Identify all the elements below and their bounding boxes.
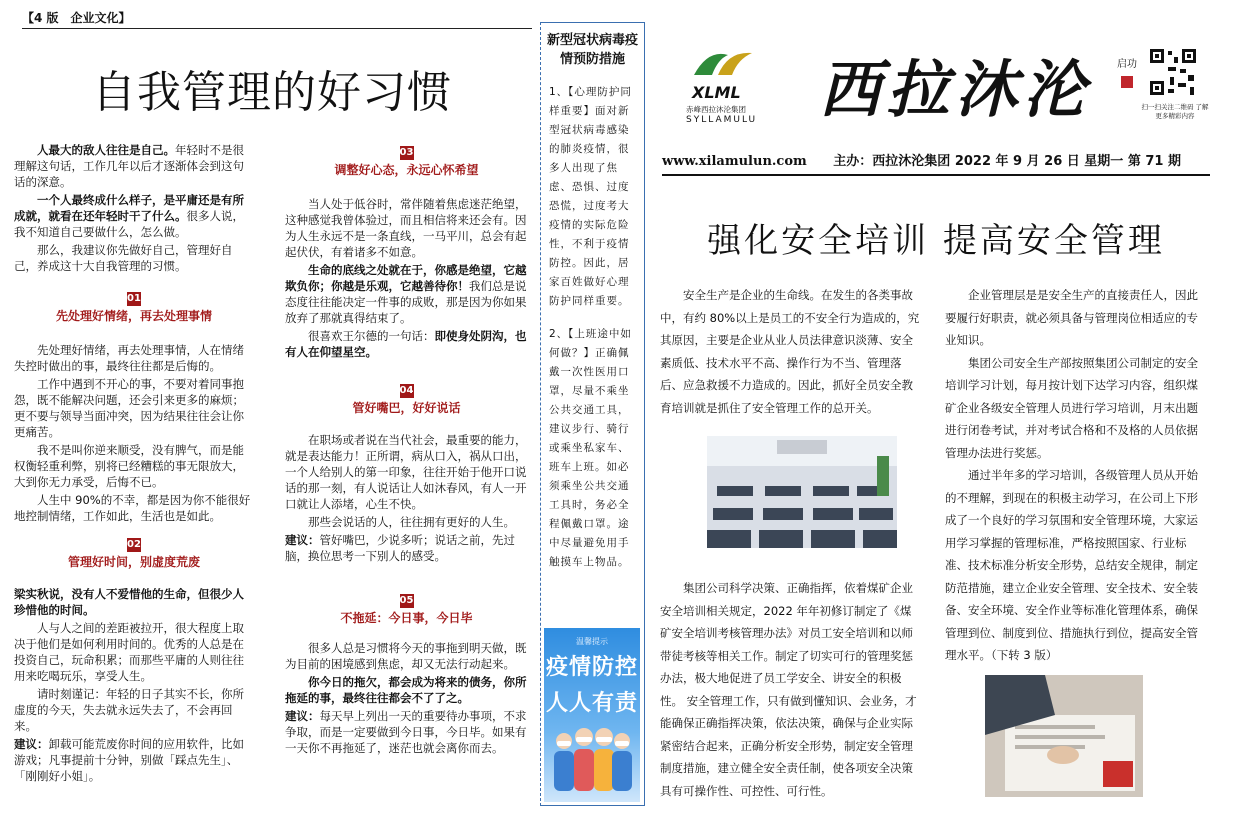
people-illustration <box>544 719 640 799</box>
box-item-2: 2、【上班途中如何做？】正确佩戴一次性医用口罩，尽量不乘坐公共交通工具，建议步行、骑行或乘坐私家车、班车上班。如必须乘坐公共交通工具时，务必全程佩戴口罩。途中尽量避免用手触摸车上物品。 <box>549 328 632 568</box>
section-heading: 调整好心态，永远心怀希望 <box>334 163 479 177</box>
section-number: 05 <box>399 595 414 606</box>
page-section-label: 【4 版 企业文化】 <box>22 8 532 29</box>
issue-info: 主办：西拉沐沦集团 2022 年 9 月 26 日 星期一 第 71 期 <box>833 154 1181 169</box>
box-item-1: 1、【心理防护同样重要】面对新型冠状病毒感染的肺炎疫情，很多人出现了焦虑、恐惧、过度恐慌，过度考大疫情的实际危险性，不利于疫情防控。因此，居家百姓做好心理防护同样重要。 <box>549 86 632 307</box>
poster-tip: 温馨提示 <box>576 637 608 646</box>
exam-photo <box>985 675 1143 797</box>
logo-mark-icon <box>688 45 758 81</box>
company-logo: XLML 赤峰西拉沐沦集团 SYLLAMULU <box>680 45 768 125</box>
section-number: 03 <box>399 147 414 158</box>
newspaper-brand: 西拉沐沦 <box>818 53 1091 126</box>
qr-code-icon[interactable] <box>1148 47 1198 97</box>
calligraphy-signature: 启功 <box>1116 58 1138 114</box>
section-number: 04 <box>399 385 414 396</box>
poster-line: 人人有责 <box>545 691 638 716</box>
section-heading: 先处理好情绪，再去处理事情 <box>55 309 212 323</box>
article-title: 自我管理的好习惯 <box>92 67 452 118</box>
article-column-2: 企业管理层是是安全生产的直接责任人，因此要履行好职责，就必须具备与管理岗位相适应的专业知识。 集团公司安全生产部按照集团公司制定的安全培训学习计划，每月按计划下达学习内容，组织煤矿企业各级安全管理人员进行学习培训，月末出题进行闭卷考试，并对考试合格和不及格的人员依据管理办法进行奖惩。 通过半年多的学习培训，各级管理人员从开始的不理解，到现在的积极主动学习，在公司上下形成了一个良好的学习氛围和安全管理环境，大家运用学习掌握的管理标准，严格按照国家、行业标准、技术标准分析安全形势，总结安全规律，制定防范措施，建立企业安全管理、安全技术、安全装备、安全环境、安全作业等标准化管理体系，确保管理到位、制度到位、措施执行到位，提高安全管理水平。（下转 3 版） <box>945 288 1198 662</box>
section-heading: 管理好时间，别虚度荒废 <box>67 555 200 569</box>
intro-paragraph: 人最大的敌人往往是自己。年轻时不是很理解这句话，工作几年以后才逐渐体会到这句话的深意。 <box>14 143 244 189</box>
poster-line: 疫情防控 <box>545 655 638 680</box>
training-photo <box>707 436 897 548</box>
website-link[interactable]: www.xilamulun.com <box>662 154 807 169</box>
box-title: 新型冠状病毒疫情预防措施 <box>546 33 638 67</box>
headline: 强化安全培训 提高安全管理 <box>707 221 1165 261</box>
left-column-2: 03 调整好心态，永远心怀希望 当人处于低谷时，常伴随着焦虑迷茫绝望，这种感觉我曾体验过，而且相信将来还会有。因为人生永远不是一条直线，一马平川，总会有起起伏伏，有着诸多不如意。 生命的底线之处就在于，你感是绝望，它越欺负你；你越是乐观，它越善待你！我们总是说态度往往能决定一件事的成败，那是因为你如果放弃了那就真得结束了。 很喜欢王尔德的一句话：即使身处阴沟，也有人在仰望星空。 04 管好嘴巴，好好说话 在职场或者说在当代社会，最重要的能力，就是表达能力！正所谓，病从口入，祸从口出，一个人给别人的第一印象，往往开始于他开口说话的那一刻，有人说话让人如沐春风，有人一开口就让人添堵，心生不快。 那些会说话的人，往往拥有更好的人生。 建议：管好嘴巴，少说多听；说话之前，先过脑，换位思考一下别人的感受。 05 不拖延：今日事，今日毕 很多人总是习惯将今天的事拖到明天做，既为目前的困境感到焦虑，却又无法行动起来。 你今日的拖欠，都会成为将来的债务，你所拖延的事，最终往往都会不了了之。 建议：每天早上列出一天的重要待办事项，不求争取，而是一定要做到今日事，今日毕。如果有一天你不再拖延了，迷茫也就会离你而去。 <box>285 147 527 755</box>
intro-paragraph: 一个人最终成什么样子，是平庸还是有所成就，就看在还年轻时干了什么。很多人说，我不知道自己要做什么，怎么做。 <box>14 193 244 239</box>
left-column-1: 人最大的敌人往往是自己。年轻时不是很理解这句话，工作几年以后才逐渐体会到这句话的深意。 一个人最终成什么样子，是平庸还是有所成就，就看在还年轻时干了什么。很多人说，我不知道自己要做什么，怎么做。 那么，我建议你先做好自己，管理好自己，养成这十大自我管理的习惯。 01 先处理好情绪，再去处理事情 先处理好情绪，再去处理事情，人在情绪失控时做出的事，最终往往都是后悔的。 工作中遇到不开心的事，不要对着同事抱怨，既不能解决问题，还会引来更多的麻烦；更不要与领导当面冲突，因为结果往往会让你更痛苦。 我不是叫你逆来顺受，没有脾气，而是能权衡轻重利弊，别将已经糟糕的事无限放大，大到你无力承受，后悔不已。 人生中 90%的不幸，都是因为你不能很好地控制情绪，工作如此，生活也是如此。 02 管理好时间，别虚度荒废 梁实秋说，没有人不爱惜他的生命，但很少人珍惜他的时间。 人与人之间的差距被拉开，很大程度上取决于他们是如何利用时间的。优秀的人总是在投资自己，玩命积累；而那些平庸的人则往往用来吃喝玩乐，享受人生。 请时刻谨记：年轻的日子其实不长，你所虚度的今天，失去就永远失去了，不会再回来。 建议：卸载可能荒废你时间的应用软件，比如游戏；凡事提前十分钟，别做「踩点先生」、「刚刚好小姐」。 <box>14 142 254 786</box>
section-number: 02 <box>127 539 141 550</box>
section-heading: 不拖延：今日事，今日毕 <box>340 611 473 625</box>
section-number: 01 <box>127 293 141 304</box>
qr-caption: 扫一扫关注二维码 了解更多精彩内容 <box>1141 103 1209 120</box>
article-column-1: 安全生产是企业的生命线。在发生的各类事故中，有约 80%以上是员工的不安全行为造成的，究其原因，主要是企业从业人员法律意识淡薄、安全素质低、技术水平不高、操作行为不当、管理落后、应急救援不力造成的。因此，抓好全员安全教育培训就是抓住了安全管理工作的总开关。 集团公司科学决策、正确指挥，依着煤矿企业安全培训相关规定，2022 年年初修订制定了《煤矿安全培训考核管理办法》对员工安全培训和以师带徒考核等相关工作。制定了切实可行的管理奖惩办法，极大地促进了员工学安全、讲安全的积极性。 安全管理工作，只有做到懂知识、会业务，才能确保正确指挥决策，依法决策，确保与企业实际紧密结合起来，正确分析安全形势，制定安全管理制度措施，建立健全安全责任制，使各项安全决策具有可操作性、可控性、可行性。 <box>660 288 920 798</box>
intro-paragraph: 那么，我建议你先做好自己，管理好自己，养成这十大自我管理的习惯。 <box>14 243 233 273</box>
epidemic-poster <box>544 628 640 802</box>
publication-info <box>662 152 1210 176</box>
section-heading: 管好嘴巴，好好说话 <box>352 401 461 415</box>
